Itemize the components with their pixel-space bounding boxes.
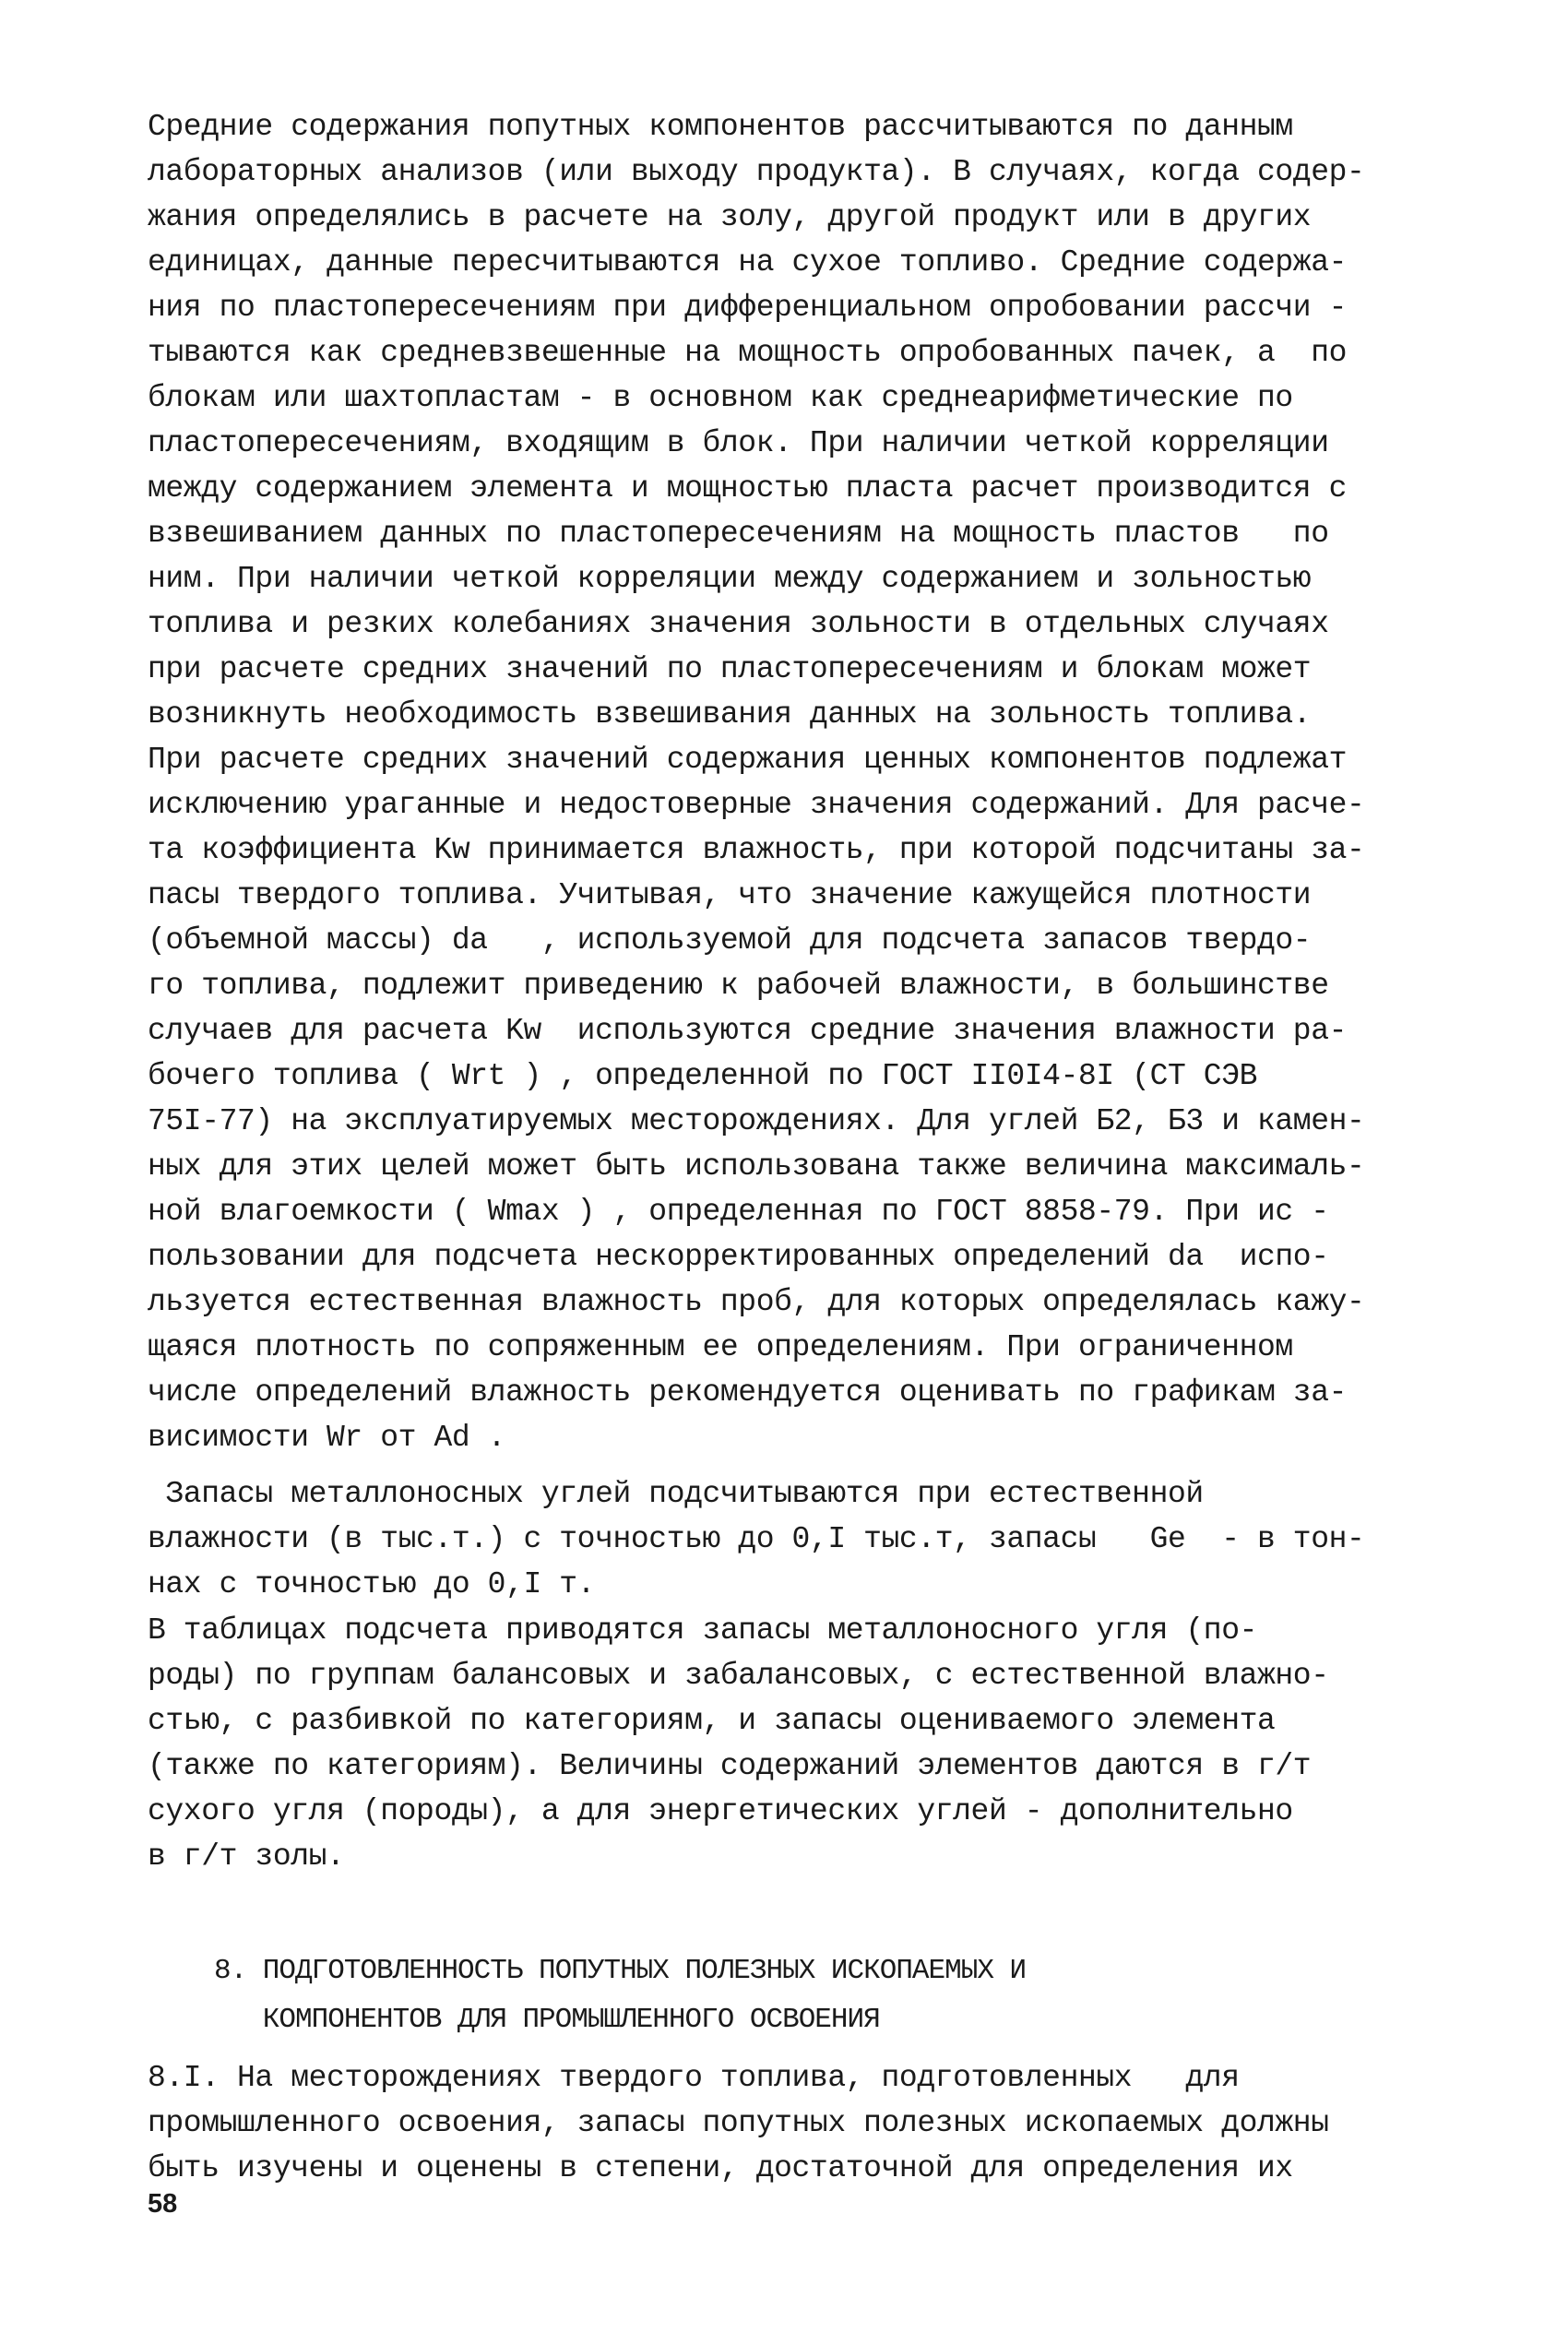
paragraph-average-contents: Средние содержания попутных компонентов рассчитываются по данным лабораторных анализов (или выходу продукта). В случаях, когда содер- жания определялись в расчете на золу, другой продукт или в других единицах, данные пересчитываются на сухое топливо. Средние содержа- ния по пластопересечениям при дифференциальном опробовании рассчи - тываются как средневзвешенные на мощность опробованных пачек, а по блокам или шахтопластам - в основном как среднеарифметические по пластопересечениям, входящим в блок. При наличии четкой корреляции между содержанием элемента и мощностью пласта расчет производится с взвешиванием данных по пластопересечениям на мощность пластов по ним. При наличии четкой корреляции между содержанием и зольностью топлива и резких колебаниях значения зольности в отдельных случаях при расчете средних значений по пластопересечениям и блокам может возникнуть необходимость взвешивания данных на зольность топлива. При расчете средних значений содержания ценных компонентов подлежат исключению ураганные и недостоверные значения содержаний. Для расче- та коэффициента Kw принимается влажность, при которой подсчитаны за- пасы твердого топлива. Учитывая, что значение кажущейся плотности (объемной массы) da , используемой для подсчета запасов твердо- го топлива, подлежит приведению к рабочей влажности, в большинстве случаев для расчета Kw используются средние значения влажности ра- бочего топлива ( Wrt ) , определенной по ГОСТ II0I4-8I (СТ СЭВ 75I-77) на эксплуатируемых месторождениях. Для углей Б2, Б3 и камен- ных для этих целей может быть использована также величина максималь- ной влагоемкости ( Wmax ) , определенная по ГОСТ 8858-79. При ис - пользовании для подсчета нескорректированных определений da испо- льзуется естественная влажность проб, для которых определялась кажу- щаяся плотность по сопряженным ее определениям. При ограниченном числе определений влажность рекомендуется оценивать по графикам за- висимости Wr от Ad . — [148, 110, 1365, 1455]
paragraph-calculation-tables: В таблицах подсчета приводятся запасы металлоносного угля (по- роды) по группам балансовых и забалансовых, с естественной влажно- стью, с разбивкой по категориям, и запасы оцениваемого элемента (также по категориям). Величины содержаний элементов даются в г/т сухого угля (породы), а для энергетических углей - дополнительно в г/т золы. — [148, 1613, 1329, 1874]
section-heading: 8. ПОДГОТОВЛЕННОСТЬ ПОПУТНЫХ ПОЛЕЗНЫХ ИСКОПАЕМЫХ И КОМПОНЕНТОВ ДЛЯ ПРОМЫШЛЕННОГО ОСВОЕНИЯ — [214, 1955, 1027, 2036]
page-number: 58 — [148, 2189, 178, 2219]
paragraph-8-1: 8.I. На месторождениях твердого топлива, подготовленных для промышленного освоения, запасы попутных полезных ископаемых должны быть изучены и оценены в степени, достаточной для определения их — [148, 2061, 1329, 2185]
paragraph-reserves-metal-coals: Запасы металлоносных углей подсчитываются при естественной влажности (в тыс.т.) с точностью до 0,I тыс.т, запасы Ge - в тон- нах с точностью до 0,I т. — [148, 1477, 1365, 1601]
